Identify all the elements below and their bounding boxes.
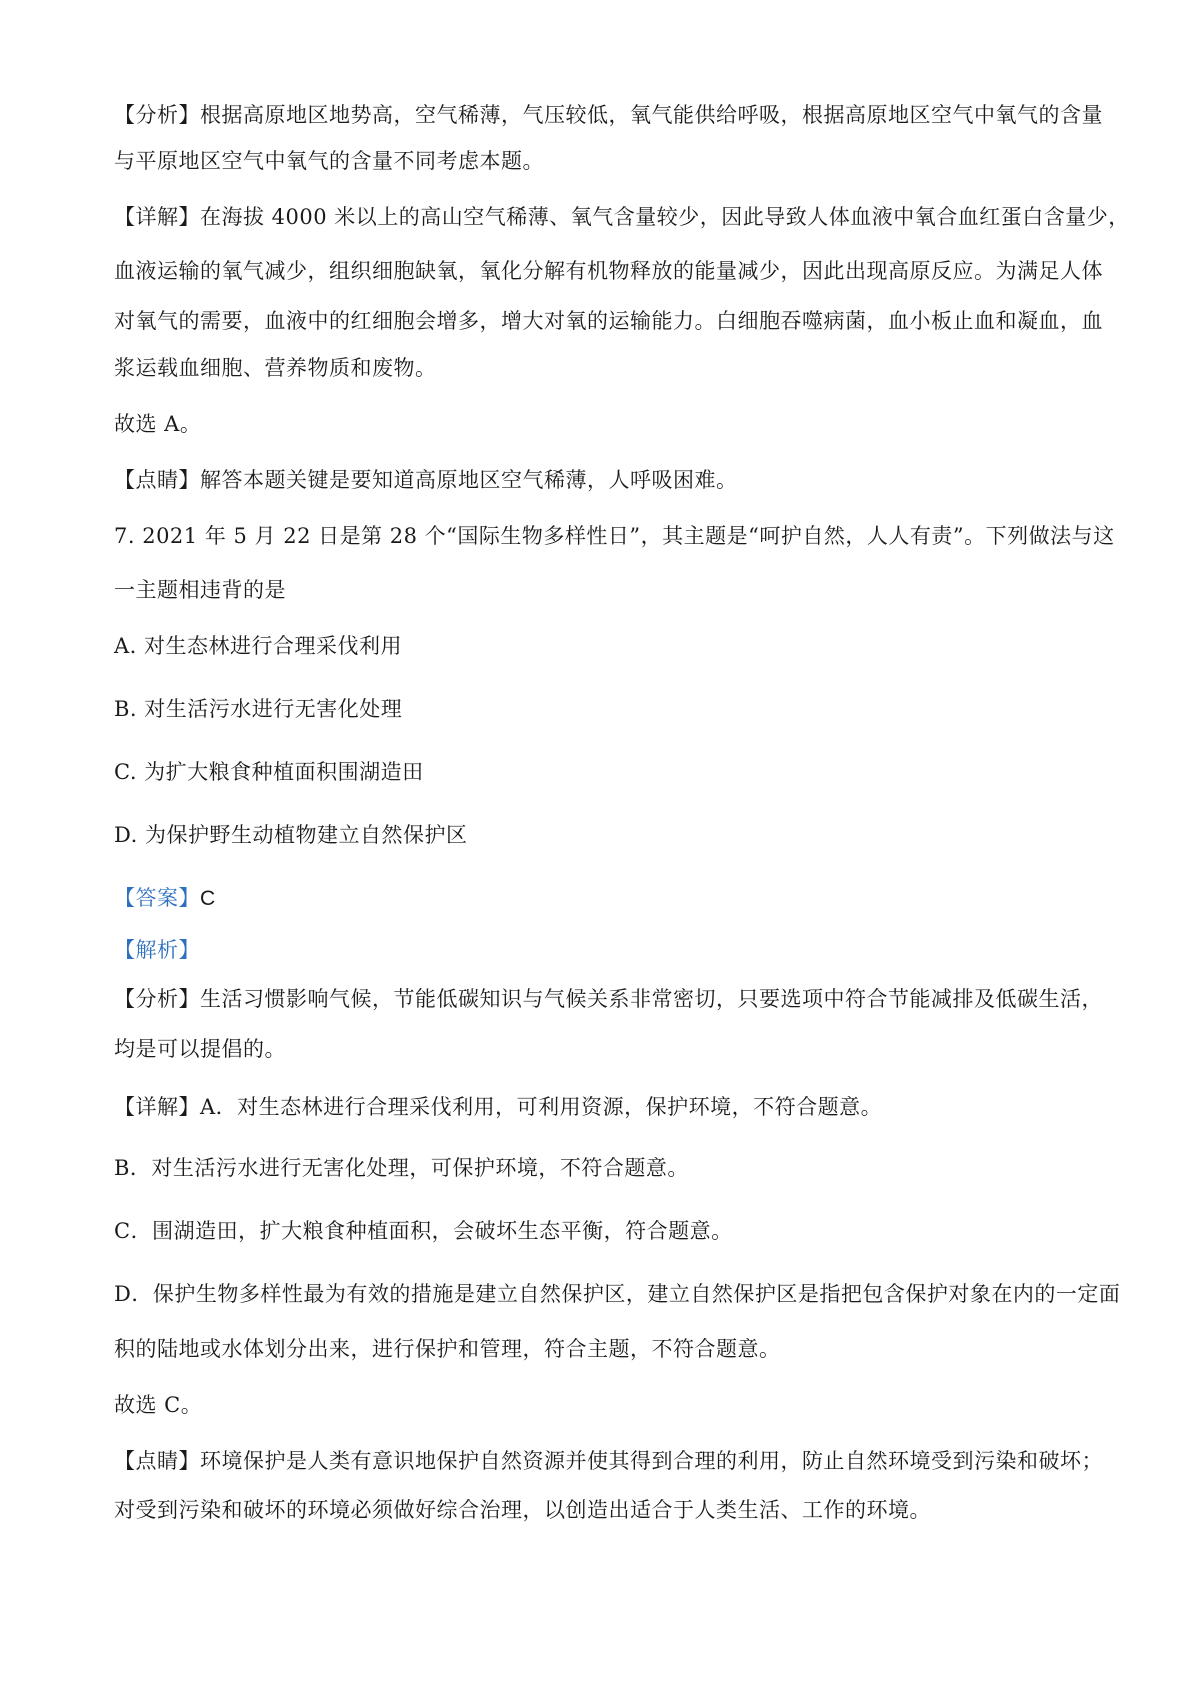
detail-line: B．对生活污水进行无害化处理，可保护环境，不符合题意。 <box>114 1156 689 1180</box>
jiexi-label: 【解析】 <box>114 938 200 962</box>
detail-line: 积的陆地或水体划分出来，进行保护和管理，符合主题，不符合题意。 <box>114 1337 781 1361</box>
option-b: B. 对生活污水进行无害化处理 <box>114 697 403 721</box>
option-d: D. 为保护野生动植物建立自然保护区 <box>114 823 468 847</box>
answer-value: C <box>200 887 216 910</box>
prev-detail-line: 【详解】在海拔 4000 米以上的高山空气稀薄、氧气含量较少，因此导致人体血液中氧合血红蛋白含量少， <box>114 205 1130 229</box>
answer-label: 【答案】 <box>114 886 200 910</box>
detail-line: 【详解】A．对生态林进行合理采伐利用，可利用资源，保护环境，不符合题意。 <box>114 1095 883 1119</box>
prev-detail-line: 浆运载血细胞、营养物质和废物。 <box>114 356 437 380</box>
answer-row <box>114 883 1104 914</box>
prev-conclusion: 故选 A。 <box>114 412 202 436</box>
analysis-line: 【分析】生活习惯影响气候，节能低碳知识与气候关系非常密切，只要选项中符合节能减排及低碳生活， <box>114 987 1103 1011</box>
question-stem: 7. 2021 年 5 月 22 日是第 28 个“国际生物多样性日”，其主题是“呵护自然，人人有责”。下列做法与这 <box>114 524 1115 548</box>
prev-detail-line: 对氧气的需要，血液中的红细胞会增多，增大对氧的运输能力。白细胞吞噬病菌，血小板止血和凝血，血 <box>114 309 1103 333</box>
prev-detail-line: 血液运输的氧气减少，组织细胞缺氧，氧化分解有机物释放的能量减少，因此出现高原反应。为满足人体 <box>114 259 1103 283</box>
detail-line: D．保护生物多样性最为有效的措施是建立自然保护区，建立自然保护区是指把包含保护对象在内的一定面 <box>114 1282 1121 1306</box>
prev-tip: 【点睛】解答本题关键是要知道高原地区空气稀薄，人呼吸困难。 <box>114 468 738 492</box>
tip-line: 【点睛】环境保护是人类有意识地保护自然资源并使其得到合理的利用，防止自然环境受到污染和破坏； <box>114 1449 1103 1473</box>
question-stem: 一主题相违背的是 <box>114 578 286 602</box>
detail-line: C．围湖造田，扩大粮食种植面积，会破坏生态平衡，符合题意。 <box>114 1219 733 1243</box>
conclusion: 故选 C。 <box>114 1393 203 1417</box>
prev-analysis-line: 【分析】根据高原地区地势高，空气稀薄，气压较低，氧气能供给呼吸，根据高原地区空气中氧气的含量 <box>114 103 1103 127</box>
tip-line: 对受到污染和破坏的环境必须做好综合治理，以创造出适合于人类生活、工作的环境。 <box>114 1498 931 1522</box>
prev-analysis-line: 与平原地区空气中氧气的含量不同考虑本题。 <box>114 149 544 173</box>
option-a: A. 对生态林进行合理采伐利用 <box>114 634 403 658</box>
analysis-line: 均是可以提倡的。 <box>114 1037 286 1061</box>
option-c: C. 为扩大粮食种植面积围湖造田 <box>114 760 424 784</box>
